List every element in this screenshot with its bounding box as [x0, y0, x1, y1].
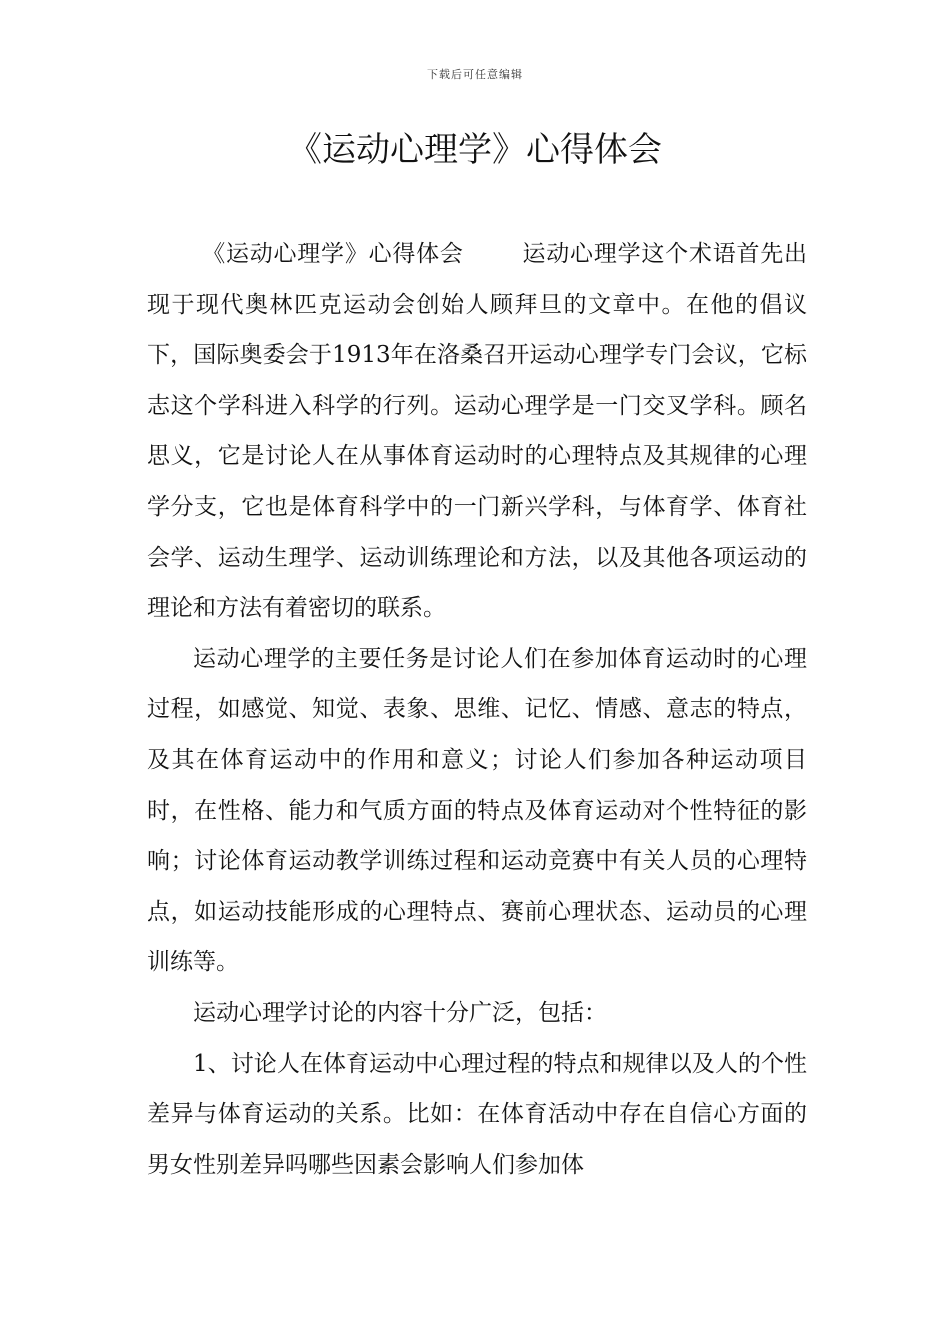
paragraph-1: [147, 229, 807, 634]
paragraph-2: 运动心理学的主要任务是讨论人们在参加体育运动时的心理过程，如感觉、知觉、表象、思维、记忆、情感、意志的特点，及其在体育运动中的作用和意义；讨论人们参加各种运动项目时，在性格、能力和气质方面的特点及体育运动对个性特征的影响；讨论体育运动教学训练过程和运动竞赛中有关人员的心理特点，如运动技能形成的心理特点、赛前心理状态、运动员的心理训练等。: [147, 645, 807, 976]
paragraph-1-text: 运动心理学这个术语首先出现于现代奥林匹克运动会创始人顾拜旦的文章中。在他的倡议下，国际奥委会于1913年在洛桑召开运动心理学专门会议，它标志这个学科进入科学的行列。运动心理学是一门交叉学科。顾名思义，它是讨论人在从事体育运动时的心理特点及其规律的心理学分支，它也是体育科学中的一门新兴学科，与体育学、体育社会学、运动生理学、运动训练理论和方法，以及其他各项运动的理论和方法有着密切的联系。: [147, 241, 808, 622]
paragraph-4: 1、讨论人在体育运动中心理过程的特点和规律以及人的个性差异与体育运动的关系。比如：在体育活动中存在自信心方面的男女性别差异吗哪些因素会影响人们参加体: [147, 1050, 807, 1178]
paragraph-3: 运动心理学讨论的内容十分广泛，包括：: [193, 999, 607, 1026]
document-body: [147, 229, 807, 1190]
intro-lead: 《运动心理学》心得体会: [202, 241, 464, 267]
document-title: 《运动心理学》心得体会: [288, 130, 662, 170]
header-note: 下载后可任意编辑: [427, 68, 523, 81]
